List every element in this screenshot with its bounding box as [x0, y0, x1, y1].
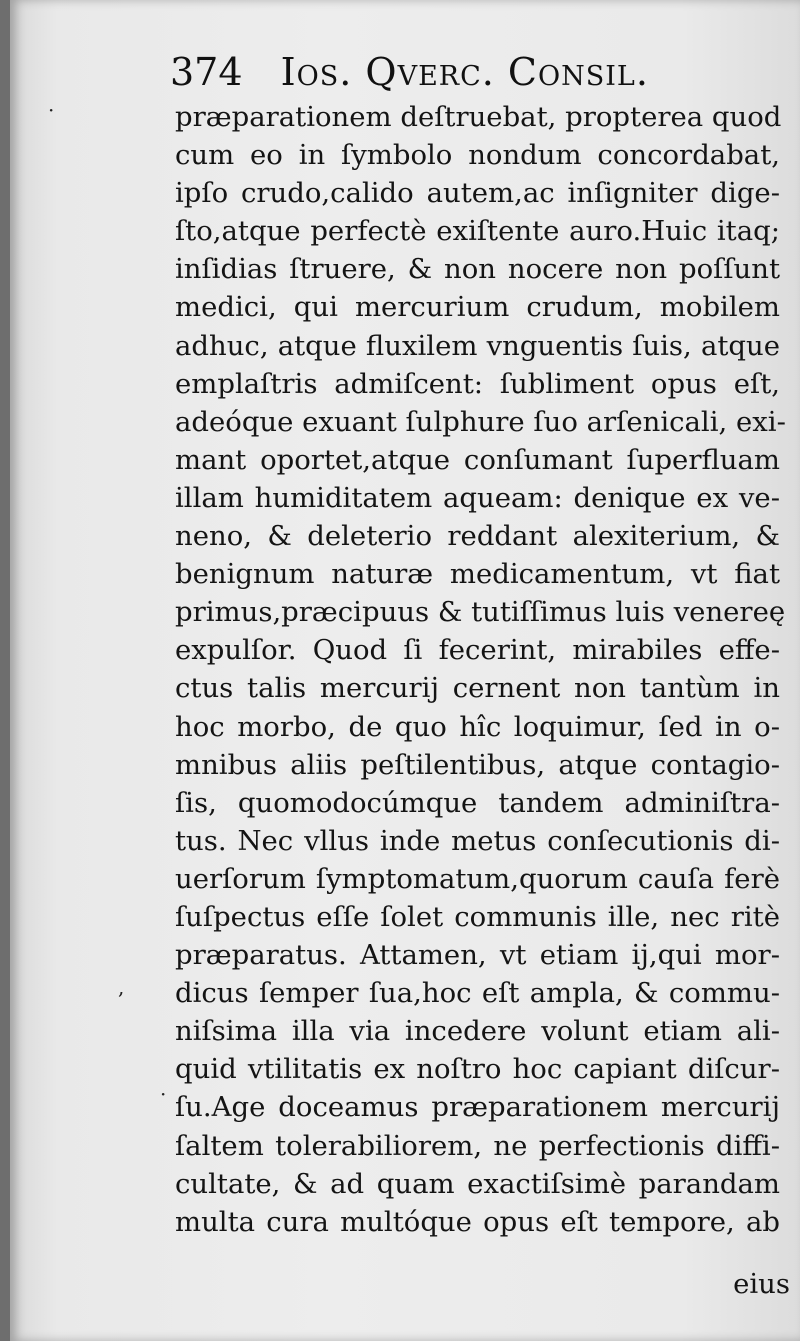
text-line: uerſorum ſymptomatum,quorum cauſa ferè — [175, 862, 780, 895]
text-line: ſis, quomodocúmque tandem adminiſtra- — [175, 786, 780, 819]
text-line: tus. Nec vllus inde metus conſecutionis di- — [175, 824, 780, 857]
text-line: inſidias ſtruere, & non nocere non poſſunt — [175, 253, 780, 286]
running-head — [170, 42, 730, 102]
text-line: neno, & deleterio reddant alexiterium, & — [175, 520, 780, 553]
catchword: eius — [733, 1268, 790, 1300]
text-line: cum eo in ſymbolo nondum concordabat, — [175, 139, 780, 172]
page-number: 374 — [170, 50, 243, 94]
body-text — [175, 98, 786, 1241]
text-line: medici, qui mercurium crudum, mobilem — [175, 291, 780, 324]
text-line: niſsima illa via incedere volunt etiam ali- — [175, 1015, 780, 1048]
text-line: adhuc, atque fluxilem vnguentis ſuis, atque — [175, 329, 780, 362]
text-line: emplaſtris admiſcent: ſubliment opus eſt, — [175, 367, 780, 400]
text-line: ſu.Age doceamus præparationem mercurij — [175, 1091, 780, 1124]
text-line: adeóque exuant ſulphure ſuo arſenicali, exi- — [175, 405, 786, 438]
margin-speck: · — [48, 98, 55, 122]
book-page — [10, 0, 800, 1341]
text-line: dicus ſemper ſua,hoc eſt ampla, & commu- — [175, 977, 780, 1010]
text-line: ſuſpectus eſſe ſolet communis ille, nec ritè — [175, 900, 780, 933]
running-title: Ios. Qverc. Consil. — [280, 50, 649, 94]
margin-speck: , — [118, 975, 125, 999]
text-line: ſaltem tolerabiliorem, ne perfectionis diffi- — [175, 1129, 780, 1162]
text-line: præparatus. Attamen, vt etiam ij,qui mor- — [175, 939, 780, 972]
text-line: ipſo crudo,calido autem,ac inſigniter dige- — [175, 177, 780, 210]
text-line: benignum naturæ medicamentum, vt fiat — [175, 558, 780, 591]
text-line: hoc morbo, de quo hîc loquimur, ſed in o- — [175, 710, 780, 743]
text-line: mant oportet,atque conſumant ſuperfluam — [175, 443, 780, 476]
text-line: cultate, & ad quam exactiſsimè parandam — [175, 1167, 780, 1200]
margin-speck: · — [160, 1082, 167, 1106]
text-line: ctus talis mercurij cernent non tantùm in — [175, 672, 780, 705]
text-line: illam humiditatem aqueam: denique ex ve- — [175, 481, 780, 514]
text-line: primus,præcipuus & tutiſſimus luis venereę — [175, 596, 786, 629]
text-line: quid vtilitatis ex noſtro hoc capiant diſcur- — [175, 1053, 780, 1086]
text-line: præparationem deſtruebat, propterea quod — [175, 101, 782, 133]
text-line: expulſor. Quod ſi fecerint, mirabiles effe- — [175, 634, 780, 667]
text-line: multa cura multóque opus eſt tempore, ab — [175, 1205, 780, 1238]
text-line: ſto,atque perfectè exiſtente auro.Huic itaq; — [175, 215, 780, 248]
text-line: mnibus aliis peſtilentibus, atque contagio- — [175, 748, 780, 781]
